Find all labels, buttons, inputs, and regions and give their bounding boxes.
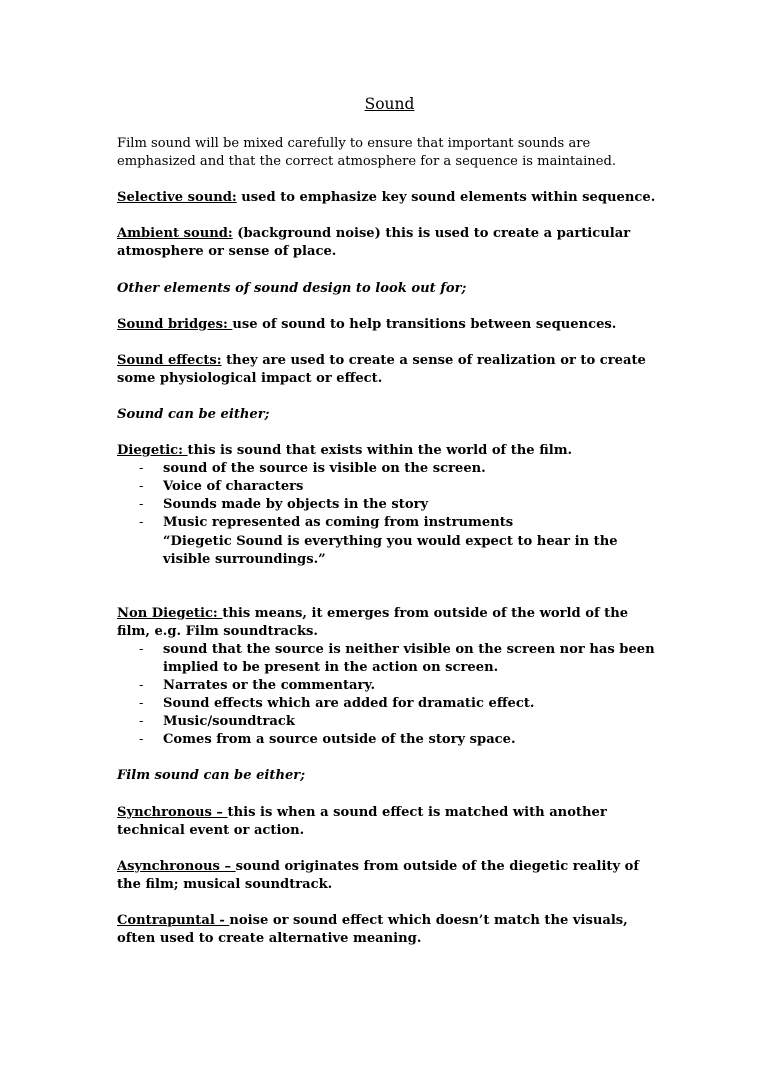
- sound-either-heading: Sound can be either;: [117, 406, 270, 422]
- synchronous-term: Synchronous –: [117, 804, 228, 820]
- sound-effects-paragraph: [117, 352, 662, 388]
- sound-effects-term: Sound effects:: [117, 352, 222, 368]
- selective-sound-text: used to emphasize key sound elements within sequence.: [236, 190, 656, 206]
- other-elements-heading: Other elements of sound design to look out for;: [117, 280, 467, 296]
- selective-sound-paragraph: [117, 189, 662, 207]
- contrapuntal-text: noise or sound effect which doesn’t match the visuals, often used to create alternative meaning.: [117, 912, 628, 946]
- selective-sound-term: Selective sound:: [117, 190, 237, 206]
- ambient-sound-text: (background noise) this is used to create a particular atmosphere or sense of place.: [117, 226, 631, 260]
- list-item: - sound that the source is neither visible on the screen nor has been implied to be present in the action on screen.: [139, 641, 655, 675]
- ambient-sound-paragraph: [117, 225, 662, 261]
- non-diegetic-list: [117, 641, 662, 750]
- asynchronous-text: sound originates from outside of the diegetic reality of the film; musical soundtrack.: [117, 858, 639, 892]
- list-item: - Narrates or the commentary.: [139, 678, 376, 694]
- diegetic-term: Diegetic:: [117, 443, 188, 459]
- sound-bridges-paragraph: [117, 316, 662, 334]
- diegetic-quote: “Diegetic Sound is everything you would expect to hear in the visible surroundings.”: [163, 533, 618, 567]
- sound-bridges-term: Sound bridges:: [117, 316, 233, 332]
- non-diegetic-text: this means, it emerges from outside of the world of the film, e.g. Film soundtracks.: [117, 605, 629, 639]
- contrapuntal-paragraph: [117, 912, 662, 948]
- list-item: - Music/soundtrack: [139, 714, 295, 730]
- film-sound-either-heading: Film sound can be either;: [117, 768, 306, 784]
- contrapuntal-term: Contrapuntal -: [117, 912, 230, 928]
- document-body: [117, 95, 662, 966]
- list-item: - Sound effects which are added for dramatic effect.: [139, 696, 535, 712]
- asynchronous-term: Asynchronous –: [117, 858, 236, 874]
- synchronous-paragraph: [117, 804, 662, 840]
- non-diegetic-paragraph: [117, 605, 662, 641]
- ambient-sound-term: Ambient sound:: [117, 226, 233, 242]
- diegetic-paragraph: [117, 442, 662, 460]
- diegetic-list: [117, 460, 662, 532]
- synchronous-text: this is when a sound effect is matched with another technical event or action.: [117, 804, 607, 838]
- list-item: - sound of the source is visible on the screen.: [139, 461, 486, 477]
- intro-paragraph: Film sound will be mixed carefully to ensure that important sounds are emphasized and that the correct atmosphere for a sequence is maintained.: [117, 136, 616, 170]
- sound-bridges-text: use of sound to help transitions between sequences.: [232, 316, 617, 332]
- asynchronous-paragraph: [117, 858, 662, 894]
- sound-effects-text: they are used to create a sense of realization or to create some physiological impact or effect.: [117, 352, 646, 386]
- list-item: - Sounds made by objects in the story: [139, 497, 429, 513]
- non-diegetic-term: Non Diegetic:: [117, 605, 223, 621]
- diegetic-text: this is sound that exists within the world of the film.: [187, 443, 573, 459]
- list-item: - Music represented as coming from instruments: [139, 515, 514, 531]
- page-title: Sound: [364, 95, 415, 113]
- list-item: - Voice of characters: [139, 479, 304, 495]
- list-item: - Comes from a source outside of the story space.: [139, 732, 516, 748]
